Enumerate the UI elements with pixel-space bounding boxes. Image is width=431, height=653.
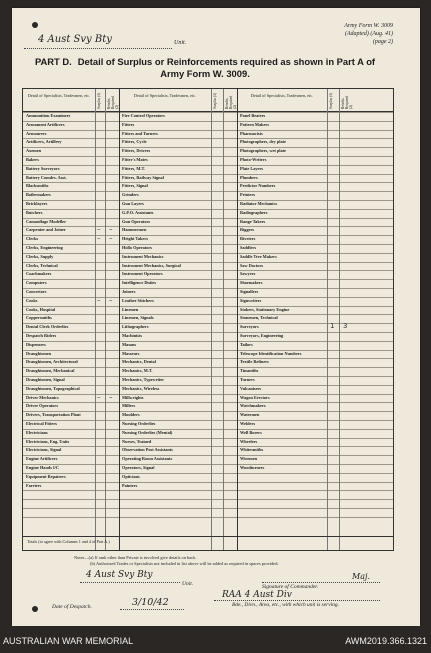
trade-row-label: Fitters, Cycle	[122, 139, 147, 145]
trade-row-label: Machinists	[122, 333, 143, 338]
trade-row-label: Painters	[122, 482, 138, 488]
trade-row-label: Wheelers	[240, 438, 258, 444]
trade-row-label: Coppersmiths	[26, 315, 52, 321]
part-label: PART D.	[34, 56, 72, 67]
trade-row-label: Electrical Fitters	[26, 421, 57, 426]
trade-row-label: Observation Post Assistants	[122, 447, 173, 453]
commander-signature: Maj.	[352, 572, 370, 581]
trade-row-label: Intelligence Duties	[122, 280, 157, 286]
trade-row-label: Riveters	[240, 236, 256, 242]
trade-row-label: Nurses, Trained	[122, 438, 152, 444]
surveyors-surplus-entry: 1	[330, 322, 335, 331]
trade-row-label: Saddle Tree Makers	[240, 253, 277, 259]
trade-row-label: Textile Refiners	[240, 359, 269, 365]
trade-row-label: Armourers	[26, 130, 47, 136]
trade-row-label: Signallers	[240, 289, 259, 294]
trade-row-label: Battery Surveyors	[26, 165, 60, 171]
notes	[74, 555, 279, 567]
trade-row-label: Cooks, Hospital	[26, 306, 56, 312]
trade-row-label: Draughtsmen, Topographical	[26, 385, 80, 391]
trade-row-label: Clerks	[26, 236, 39, 242]
archive-name: AUSTRALIAN WAR MEMORIAL	[3, 636, 134, 646]
column-divider	[339, 89, 340, 550]
trade-row-label: Mechanics, Dental	[122, 359, 156, 365]
trade-row-label: Fitters	[122, 121, 135, 127]
trade-row-label: Photo-Writers	[240, 157, 267, 162]
trade-row-label: Fire Control Operators	[122, 113, 165, 118]
trade-row-label: Blacksmiths	[26, 183, 49, 189]
trade-row-label: Panel Beaters	[240, 113, 266, 118]
column-divider	[105, 89, 106, 550]
trade-row-label: Butchers	[26, 209, 43, 215]
surplus-column-header: Surplus (1)	[97, 92, 101, 109]
nil-dash: –	[97, 234, 101, 243]
title-text: Detail of Surplus or Reinforcements required as shown in Part A of Army Form W. 3009.	[77, 56, 376, 79]
trade-row-label: Tinsmiths	[240, 368, 259, 374]
trade-row-label: Operators, Signal	[122, 465, 155, 470]
trade-row-label: Clerks, Engineering	[26, 245, 63, 250]
trade-row-label: Battery Comdrs. Asst.	[26, 174, 67, 180]
trade-row-label: Plate Layers	[240, 165, 264, 171]
trade-row-label: Welders	[240, 421, 256, 426]
nil-dash: –	[109, 225, 113, 234]
trade-row-label: Hammermen	[122, 227, 147, 233]
reinforcements-column-header: Reinfts. Required (2)	[341, 95, 353, 109]
trade-row-label: Tailors	[240, 341, 253, 347]
detail-column-header: Detail of Specialists, Tradesmen, etc.	[27, 93, 91, 98]
trade-row-label: Coachmakers	[26, 271, 52, 277]
trade-row-label: Saddlers	[240, 245, 256, 250]
detail-column-header: Detail of Specialists, Tradesmen, etc.	[250, 93, 314, 98]
trade-row-label: Driver Operators	[26, 403, 59, 409]
formation-label: Bde., Divn., Area, etc., with which unit is serving.	[232, 602, 339, 608]
trade-row-label: Shoemakers	[240, 280, 263, 286]
trade-row-label: Clerks, Technical	[26, 262, 58, 268]
signature-unit-label: Unit.	[182, 581, 194, 587]
note-b: (b) Authorised Trades or Specialists not included in list above will be added as required in spaces provided.	[90, 561, 279, 566]
trade-row-label: Engine Artificers	[26, 456, 58, 462]
row-line	[23, 490, 393, 491]
despatch-line	[120, 609, 184, 610]
trade-row-label: Surveyors, Engineering	[240, 333, 284, 338]
formation-handwritten: RAA 4 Aust Div	[222, 590, 292, 600]
trade-row-label: Joiners	[122, 289, 136, 294]
trade-row-label: Bakers	[26, 157, 39, 162]
form-title	[30, 56, 380, 80]
nil-dash: –	[97, 225, 101, 234]
trade-row-label: Engine Hands I/C	[26, 465, 59, 470]
totals-label: Totals (to agree with Columns 1 and 4 of Part A.)	[27, 539, 110, 544]
trade-row-label: Watermen	[240, 412, 260, 418]
trade-row-label: Drivers, Transportation Plant	[26, 412, 81, 418]
reinforcements-column-header: Reinfts. Required (2)	[225, 95, 237, 109]
trade-row-label: Camouflage Modeller	[26, 218, 66, 224]
trade-row-label: Saw Doctors	[240, 262, 264, 268]
trade-row-label: Gun Operators	[122, 218, 151, 224]
trade-row-label: Moulders	[122, 412, 140, 418]
trade-row-label: Well Borers	[240, 429, 262, 435]
trade-row-label: Stokers, Stationary Engine	[240, 306, 290, 312]
trades-table	[22, 88, 394, 551]
column-divider	[223, 89, 224, 550]
trade-row-label: Hollo Operators	[122, 245, 152, 250]
trade-row-label: Artificers, Artillery	[26, 139, 62, 145]
commander-line	[262, 582, 380, 583]
trade-row-label: Fitters, Drivers	[122, 148, 151, 154]
trade-row-label: Instrument Operators	[122, 271, 163, 277]
trade-row-label: Telescope Identification Numbers	[240, 350, 302, 356]
column-divider	[119, 89, 120, 550]
trade-row-label: Radiographers	[240, 209, 268, 215]
trade-row-label: Dispensers	[26, 341, 46, 347]
archive-accession: AWM2019.366.1321	[345, 636, 427, 646]
column-divider	[95, 89, 96, 550]
column-divider	[237, 89, 238, 550]
trade-row-label: Boilermakers	[26, 192, 51, 198]
trade-row-label: Wagon Erectors	[240, 394, 270, 400]
archive-footer	[0, 626, 431, 653]
trade-row-label: Linemen	[122, 306, 139, 312]
trade-row-label: Mechanics, M.T.	[122, 368, 153, 374]
trade-row-label: Vulcanisers	[240, 385, 262, 391]
trade-row-label: Mechanics, Wireless	[122, 385, 160, 391]
trade-row-label: Despatch Riders	[26, 333, 57, 338]
trade-row-label: Photographers, dry plate	[240, 139, 286, 145]
row-line	[23, 517, 393, 518]
formation-line	[214, 600, 380, 601]
trade-row-label: Surveyors	[240, 324, 259, 330]
unit-label: Unit.	[174, 40, 187, 46]
trade-row-label: Draughtsmen, Architectural	[26, 359, 78, 365]
signature-unit-handwritten: 4 Aust Svy Bty	[86, 570, 153, 580]
trade-row-label: Instrument Mechanics, Surgical	[122, 262, 181, 268]
trade-row-label: Whitesmiths	[240, 447, 264, 453]
nil-dash: –	[97, 295, 101, 304]
trade-row-label: Draughtsmen, Mechanical	[26, 368, 75, 374]
nil-dash: –	[109, 234, 113, 243]
surplus-column-header: Surplus (1)	[213, 92, 217, 109]
signature-unit-line	[80, 582, 180, 583]
trade-row-label: Dental Clerk Orderlies	[26, 324, 69, 330]
trade-row-label: Turners	[240, 377, 255, 382]
note-a: Notes—(a) If rank other than Private is involved give details on back.	[74, 555, 197, 560]
totals-row	[22, 536, 394, 552]
form-number: Army Form W. 3009	[344, 23, 393, 29]
punch-hole	[32, 22, 38, 28]
trade-row-label: Leather Stitchers	[122, 297, 154, 303]
trade-row-label: Bricklayers	[26, 201, 48, 206]
trade-row-label: Range Takers	[240, 218, 266, 224]
trade-row-label: Millwrights	[122, 394, 144, 400]
trade-row-label: Predictor Numbers	[240, 183, 276, 189]
trade-row-label: Nursing Orderlies	[122, 421, 156, 426]
trade-row-label: Sawyers	[240, 271, 256, 277]
commander-label: Signature of Commander.	[262, 584, 319, 590]
trade-row-label: Masseurs	[122, 350, 140, 356]
column-divider	[211, 89, 212, 550]
nil-dash: –	[97, 392, 101, 401]
form-edition: (Adapted) (Aug. 41)	[344, 31, 393, 37]
trade-row-label: Fitter's Mates	[122, 157, 148, 162]
trade-row-label: Fitters, M.T.	[122, 165, 146, 171]
trade-row-label: Photographers, wet plate	[240, 148, 286, 154]
column-divider	[327, 89, 328, 550]
nil-dash: –	[109, 295, 113, 304]
trade-row-label: Clerks, Supply	[26, 253, 54, 259]
trade-row-label: Carpenter and Joiner	[26, 227, 66, 233]
row-line	[23, 508, 393, 509]
trade-row-label: Plumbers	[240, 174, 258, 180]
trade-row-label: Masons	[122, 341, 137, 347]
trade-row-label: Concretors	[26, 289, 47, 294]
trade-row-label: Electricians	[26, 429, 48, 435]
trade-row-label: Cooks	[26, 297, 38, 303]
trade-row-label: Pharmacists	[240, 130, 263, 136]
trade-row-label: Armament Artificers	[26, 121, 65, 127]
trade-row-label: G.P.O. Assistants	[122, 209, 154, 215]
trade-row-label: Riggers	[240, 227, 255, 233]
trade-row-label: Lithographers	[122, 324, 149, 330]
trade-row-label: Fitters, Signal	[122, 183, 148, 189]
detail-column-header: Detail of Specialists, Tradesmen, etc.	[133, 93, 197, 98]
trade-row-label: Nursing Orderlies (Mental)	[122, 429, 173, 435]
trade-row-label: Fitters and Turners	[122, 130, 158, 136]
trade-row-label: Height Takers	[122, 236, 148, 242]
surplus-column-header: Surplus (1)	[329, 92, 333, 109]
trade-row-label: Watchmakers	[240, 403, 266, 409]
trade-row-label: Stonemen, Technical	[240, 315, 278, 321]
form-identifier	[344, 22, 393, 46]
surveyors-reinf-entry: 3	[343, 322, 348, 331]
trade-row-label: Linemen, Signals	[122, 315, 154, 321]
trade-row-label: Electricians, Eng. Units	[26, 438, 70, 444]
trade-row-label: Draughtsmen	[26, 350, 52, 356]
trade-row-label: Draughtsmen, Signal	[26, 377, 65, 382]
trade-row-label: Axemen	[26, 148, 42, 154]
form-page: (page 2)	[372, 39, 393, 45]
reinforcements-column-header: Reinfts. Required (2)	[107, 95, 119, 109]
trade-row-label: Radiator Mechanics	[240, 201, 278, 206]
trade-row-label: Millers	[122, 403, 136, 409]
trade-row-label: Grinders	[122, 192, 139, 198]
trade-row-label: Farriers	[26, 482, 42, 488]
despatch-label: Date of Despatch.	[52, 604, 92, 610]
trade-row-label: Driver Mechanics	[26, 394, 59, 400]
nil-dash: –	[109, 392, 113, 401]
trade-row-label: Operating Room Assistants	[122, 456, 173, 462]
trade-row-label: Signwriters	[240, 297, 262, 303]
trade-row-label: Wiremen	[240, 456, 258, 462]
unit-handwritten: 4 Aust Svy Bty	[38, 34, 112, 45]
despatch-date: 3/10/42	[132, 597, 169, 608]
trade-row-label: Mechanics, Typewriter	[122, 377, 165, 382]
trade-row-label: Woodturners	[240, 465, 265, 470]
trade-row-label: Electricians, Signal	[26, 447, 62, 453]
trade-row-label: Printers	[240, 192, 256, 198]
trade-row-label: Computers	[26, 280, 47, 286]
trade-row-label: Equipment Repairers	[26, 473, 66, 479]
trade-row-label: Opticians	[122, 473, 140, 479]
row-line	[23, 499, 393, 500]
trade-row-label: Fitters, Railway Signal	[122, 174, 164, 180]
trade-row-label: Pattern Makers	[240, 121, 269, 127]
trade-row-label: Ammunition Examiners	[26, 113, 71, 118]
punch-hole	[32, 606, 38, 612]
trade-row-label: Gun Layers	[122, 201, 144, 206]
trade-row-label: Instrument Mechanics	[122, 253, 164, 259]
